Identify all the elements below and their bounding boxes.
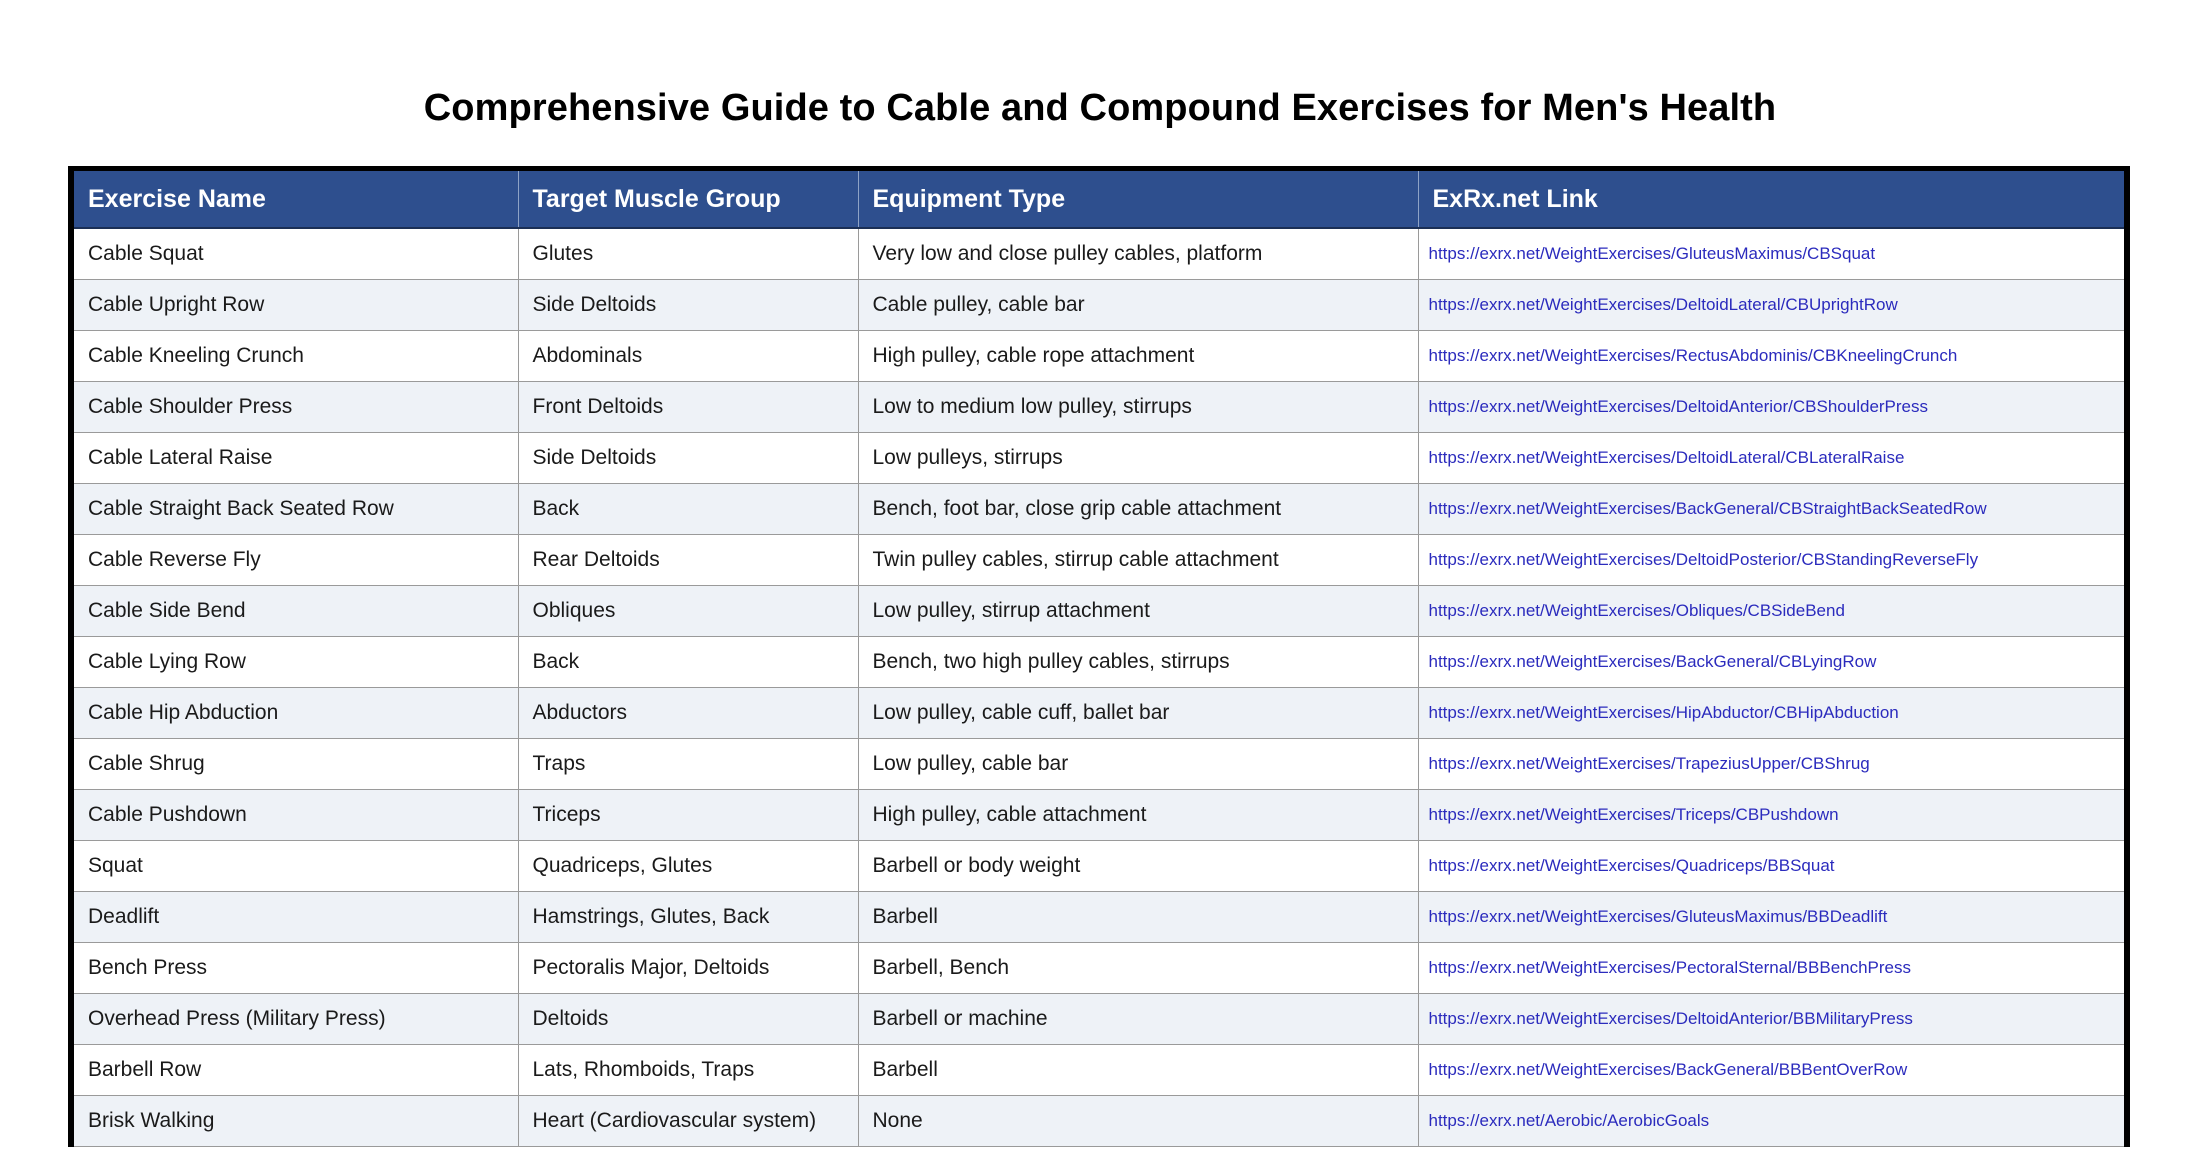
cell-equipment-type: Barbell or machine [858, 993, 1418, 1044]
exrx-link[interactable]: https://exrx.net/WeightExercises/Triceps/CBPushdown [1428, 804, 1839, 824]
exrx-link[interactable]: https://exrx.net/WeightExercises/DeltoidAnterior/CBShoulderPress [1428, 396, 1929, 416]
cell-equipment-type: Twin pulley cables, stirrup cable attachment [858, 534, 1418, 585]
cell-target-muscle-group: Glutes [518, 228, 858, 279]
cell-exercise-name: Brisk Walking [74, 1095, 518, 1146]
cell-equipment-type: None [858, 1095, 1418, 1146]
table-body [74, 228, 2124, 1146]
exrx-link[interactable]: https://exrx.net/WeightExercises/GluteusMaximus/BBDeadlift [1428, 906, 1888, 926]
exrx-link[interactable]: https://exrx.net/WeightExercises/PectoralSternal/BBBenchPress [1428, 957, 1912, 977]
exrx-link[interactable]: https://exrx.net/WeightExercises/HipAbductor/CBHipAbduction [1428, 702, 1899, 722]
exrx-link[interactable]: https://exrx.net/WeightExercises/DeltoidAnterior/BBMilitaryPress [1428, 1008, 1913, 1028]
cell-exercise-name: Cable Kneeling Crunch [74, 330, 518, 381]
cell-target-muscle-group: Rear Deltoids [518, 534, 858, 585]
exrx-link[interactable]: https://exrx.net/WeightExercises/GluteusMaximus/CBSquat [1428, 243, 1876, 263]
column-header-exrx-link[interactable]: ExRx.net Link [1418, 171, 2124, 228]
exrx-link[interactable]: https://exrx.net/WeightExercises/DeltoidLateral/CBUprightRow [1428, 294, 1898, 314]
cell-target-muscle-group: Heart (Cardiovascular system) [518, 1095, 858, 1146]
column-header-equipment-type[interactable]: Equipment Type [858, 171, 1418, 228]
cell-exercise-name: Cable Shrug [74, 738, 518, 789]
cell-exrx-link [1418, 942, 2124, 993]
cell-target-muscle-group: Back [518, 636, 858, 687]
cell-exrx-link [1418, 840, 2124, 891]
exrx-link[interactable]: https://exrx.net/WeightExercises/DeltoidLateral/CBLateralRaise [1428, 447, 1905, 467]
cell-exrx-link [1418, 534, 2124, 585]
cell-exercise-name: Cable Side Bend [74, 585, 518, 636]
cell-target-muscle-group: Pectoralis Major, Deltoids [518, 942, 858, 993]
cell-target-muscle-group: Deltoids [518, 993, 858, 1044]
cell-equipment-type: Barbell, Bench [858, 942, 1418, 993]
cell-exrx-link [1418, 738, 2124, 789]
cell-equipment-type: Barbell [858, 1044, 1418, 1095]
cell-equipment-type: Barbell or body weight [858, 840, 1418, 891]
table-row [74, 687, 2124, 738]
cell-exercise-name: Overhead Press (Military Press) [74, 993, 518, 1044]
cell-exercise-name: Bench Press [74, 942, 518, 993]
table-row [74, 993, 2124, 1044]
cell-exercise-name: Cable Upright Row [74, 279, 518, 330]
exrx-link[interactable]: https://exrx.net/WeightExercises/BackGeneral/CBStraightBackSeatedRow [1428, 498, 1987, 518]
table-row [74, 330, 2124, 381]
cell-exercise-name: Cable Hip Abduction [74, 687, 518, 738]
cell-exrx-link [1418, 330, 2124, 381]
cell-exercise-name: Deadlift [74, 891, 518, 942]
table-row [74, 840, 2124, 891]
column-header-target-muscle-group[interactable]: Target Muscle Group [518, 171, 858, 228]
cell-exrx-link [1418, 279, 2124, 330]
cell-exrx-link [1418, 891, 2124, 942]
cell-target-muscle-group: Front Deltoids [518, 381, 858, 432]
cell-target-muscle-group: Side Deltoids [518, 432, 858, 483]
exercise-table [74, 171, 2124, 1147]
cell-equipment-type: High pulley, cable attachment [858, 789, 1418, 840]
cell-target-muscle-group: Abductors [518, 687, 858, 738]
cell-target-muscle-group: Triceps [518, 789, 858, 840]
exrx-link[interactable]: https://exrx.net/WeightExercises/Obliques/CBSideBend [1428, 600, 1845, 620]
table-row [74, 279, 2124, 330]
cell-exrx-link [1418, 228, 2124, 279]
exrx-link[interactable]: https://exrx.net/WeightExercises/RectusAbdominis/CBKneelingCrunch [1428, 345, 1958, 365]
cell-exercise-name: Cable Shoulder Press [74, 381, 518, 432]
exrx-link[interactable]: https://exrx.net/WeightExercises/BackGeneral/BBBentOverRow [1428, 1059, 1908, 1079]
cell-exercise-name: Cable Lateral Raise [74, 432, 518, 483]
cell-target-muscle-group: Abdominals [518, 330, 858, 381]
table-row [74, 432, 2124, 483]
cell-equipment-type: Barbell [858, 891, 1418, 942]
cell-equipment-type: Very low and close pulley cables, platform [858, 228, 1418, 279]
cell-target-muscle-group: Obliques [518, 585, 858, 636]
table-row [74, 483, 2124, 534]
cell-equipment-type: Low pulleys, stirrups [858, 432, 1418, 483]
cell-target-muscle-group: Traps [518, 738, 858, 789]
exercise-table-container [68, 166, 2130, 1147]
table-row [74, 1095, 2124, 1146]
exrx-link[interactable]: https://exrx.net/WeightExercises/BackGeneral/CBLyingRow [1428, 651, 1877, 671]
cell-exrx-link [1418, 636, 2124, 687]
cell-exrx-link [1418, 585, 2124, 636]
table-row [74, 585, 2124, 636]
exrx-link[interactable]: https://exrx.net/WeightExercises/Quadriceps/BBSquat [1428, 855, 1835, 875]
cell-equipment-type: Low pulley, cable cuff, ballet bar [858, 687, 1418, 738]
cell-exrx-link [1418, 1044, 2124, 1095]
page-title: Comprehensive Guide to Cable and Compound Exercises for Men's Health [423, 87, 1777, 130]
cell-exercise-name: Cable Pushdown [74, 789, 518, 840]
cell-exercise-name: Cable Straight Back Seated Row [74, 483, 518, 534]
column-header-exercise-name[interactable]: Exercise Name [74, 171, 518, 228]
cell-exercise-name: Cable Lying Row [74, 636, 518, 687]
cell-target-muscle-group: Hamstrings, Glutes, Back [518, 891, 858, 942]
table-row [74, 381, 2124, 432]
table-row [74, 891, 2124, 942]
cell-exrx-link [1418, 483, 2124, 534]
cell-exrx-link [1418, 432, 2124, 483]
cell-exrx-link [1418, 1095, 2124, 1146]
table-row [74, 228, 2124, 279]
cell-equipment-type: Low to medium low pulley, stirrups [858, 381, 1418, 432]
cell-target-muscle-group: Quadriceps, Glutes [518, 840, 858, 891]
cell-equipment-type: Bench, two high pulley cables, stirrups [858, 636, 1418, 687]
table-row [74, 636, 2124, 687]
table-row [74, 738, 2124, 789]
table-row [74, 1044, 2124, 1095]
table-header-row [74, 171, 2124, 228]
table-row [74, 534, 2124, 585]
table-row [74, 789, 2124, 840]
cell-target-muscle-group: Back [518, 483, 858, 534]
cell-exrx-link [1418, 687, 2124, 738]
cell-exercise-name: Cable Squat [74, 228, 518, 279]
cell-equipment-type: Bench, foot bar, close grip cable attachment [858, 483, 1418, 534]
cell-exercise-name: Squat [74, 840, 518, 891]
exrx-link[interactable]: https://exrx.net/WeightExercises/DeltoidPosterior/CBStandingReverseFly [1428, 549, 1979, 569]
cell-equipment-type: High pulley, cable rope attachment [858, 330, 1418, 381]
cell-target-muscle-group: Side Deltoids [518, 279, 858, 330]
exrx-link[interactable]: https://exrx.net/Aerobic/AerobicGoals [1428, 1110, 1710, 1130]
table-row [74, 942, 2124, 993]
cell-equipment-type: Low pulley, cable bar [858, 738, 1418, 789]
table-header [74, 171, 2124, 228]
cell-exercise-name: Barbell Row [74, 1044, 518, 1095]
cell-equipment-type: Cable pulley, cable bar [858, 279, 1418, 330]
exrx-link[interactable]: https://exrx.net/WeightExercises/TrapeziusUpper/CBShrug [1428, 753, 1870, 773]
cell-equipment-type: Low pulley, stirrup attachment [858, 585, 1418, 636]
cell-exercise-name: Cable Reverse Fly [74, 534, 518, 585]
cell-exrx-link [1418, 993, 2124, 1044]
cell-exrx-link [1418, 381, 2124, 432]
cell-target-muscle-group: Lats, Rhomboids, Traps [518, 1044, 858, 1095]
cell-exrx-link [1418, 789, 2124, 840]
